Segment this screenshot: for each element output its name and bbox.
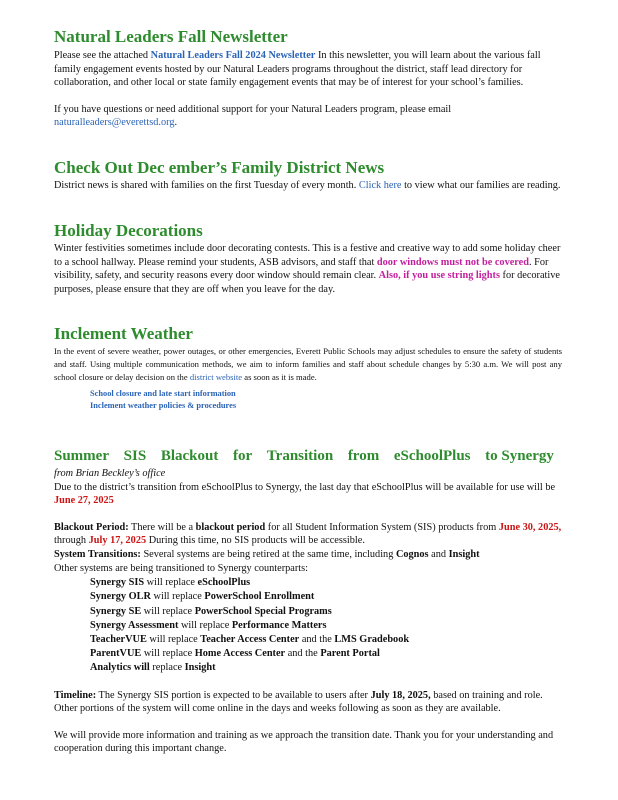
section-title: Natural Leaders Fall Newsletter bbox=[54, 27, 288, 46]
text: will replace bbox=[146, 577, 195, 589]
text-bold: Synergy SE bbox=[90, 605, 142, 617]
text: will replace bbox=[180, 619, 230, 631]
section-paragraph bbox=[54, 345, 562, 384]
transitions-label: System Transitions: bbox=[54, 548, 141, 560]
list-item bbox=[54, 633, 562, 647]
title-word: for bbox=[232, 448, 253, 464]
section-paragraph bbox=[54, 103, 562, 130]
text: and the bbox=[287, 648, 318, 660]
last-day-date: June 27, 2025 bbox=[54, 495, 114, 507]
text: Please see the attached bbox=[54, 50, 149, 61]
district-website-link[interactable]: district website bbox=[189, 372, 243, 382]
blackout-label: Blackout Period: bbox=[54, 521, 129, 533]
section-inclement-weather bbox=[54, 324, 562, 412]
transitions-paragraph bbox=[54, 548, 562, 575]
text-bold: TeacherVUE bbox=[90, 633, 147, 645]
text-bold: Performance Matters bbox=[231, 619, 327, 631]
text: will replace bbox=[149, 633, 198, 645]
click-here-link[interactable]: Click here bbox=[358, 180, 402, 191]
text: Due to the district’s transition from eSchoolPlus to Synergy, the last day that eSchoolPlus will be available for use will be bbox=[54, 481, 556, 493]
text: based on training and role. Other portions of the system will come online in the days and weeks following as soon as they are available. bbox=[54, 689, 543, 715]
text: . bbox=[174, 117, 178, 129]
text: through bbox=[54, 535, 87, 547]
weather-links bbox=[54, 388, 562, 412]
text: and the bbox=[301, 633, 332, 645]
text: Winter festivities sometimes include door decorating contests. This is a festive and creative way to add some holiday cheer to a school hallway. Please remind your students, ASB advisors, and staff that bbox=[54, 243, 561, 268]
section-title: Holiday Decorations bbox=[54, 221, 203, 240]
highlight-string-lights: Also, if you use string lights bbox=[378, 270, 500, 282]
timeline-label: Timeline: bbox=[54, 689, 97, 701]
title-word: to Synergy bbox=[485, 448, 554, 464]
section-paragraph bbox=[54, 242, 562, 296]
text: In the event of severe weather, power outages, or other emergencies, Everett Public Schools may adjust schedules to ensure the safety of students and staff. Using multiple communication methods, we aim to inform families and staff about schedule changes by 5:30 a.m. We will post any school closure or delay decision on the bbox=[54, 346, 562, 382]
list-item bbox=[54, 576, 562, 590]
timeline-paragraph bbox=[54, 689, 562, 716]
text-bold: Synergy OLR bbox=[90, 591, 151, 603]
text: for all Student Information System (SIS) products from bbox=[267, 521, 497, 533]
text: and bbox=[431, 548, 447, 560]
text: will replace bbox=[143, 605, 193, 617]
section-holiday-decorations bbox=[54, 221, 562, 296]
text-bold: PowerSchool Enrollment bbox=[204, 591, 315, 603]
section-natural-leaders bbox=[54, 27, 562, 130]
list-item bbox=[54, 605, 562, 619]
text-bold: Home Access Center bbox=[194, 648, 286, 660]
closing-paragraph: We will provide more information and training as we approach the transition date. Thank you for your understanding and cooperation during this important change. bbox=[54, 729, 554, 755]
text: replace bbox=[152, 662, 183, 674]
section-paragraph bbox=[54, 179, 562, 193]
title-word: SIS bbox=[123, 448, 147, 464]
text-bold: Analytics will bbox=[90, 662, 150, 674]
blackout-paragraph bbox=[54, 521, 562, 548]
text-bold: LMS Gradebook bbox=[334, 633, 410, 645]
text: to view what our families are reading. bbox=[404, 180, 561, 191]
blackout-start-date: June 30, 2025, bbox=[498, 521, 562, 533]
byline: from Brian Beckley’s office bbox=[54, 468, 166, 479]
school-closure-link[interactable]: School closure and late start information bbox=[90, 389, 236, 398]
section-title bbox=[54, 448, 554, 465]
text: The Synergy SIS portion is expected to be available to users after bbox=[98, 689, 368, 701]
text: will replace bbox=[153, 591, 202, 603]
text-bold: Insight bbox=[184, 662, 216, 674]
highlight-door-windows: door windows must not be covered bbox=[376, 256, 529, 268]
text: . For visibility, safety, and security reasons every door window should remain clear. bbox=[54, 256, 549, 282]
title-word: from bbox=[347, 448, 380, 464]
section-sis-blackout bbox=[54, 448, 562, 756]
section-paragraph bbox=[54, 49, 562, 90]
text: will replace bbox=[143, 648, 193, 660]
text-bold: Parent Portal bbox=[320, 648, 380, 660]
system-list bbox=[54, 576, 562, 675]
blackout-end-date: July 17, 2025 bbox=[88, 535, 147, 547]
text-bold: Synergy Assessment bbox=[90, 619, 179, 631]
text: Other systems are being transitioned to Synergy counterparts: bbox=[54, 562, 309, 574]
section-district-news bbox=[54, 158, 562, 193]
text-bold: Synergy SIS bbox=[90, 577, 145, 589]
text: If you have questions or need additional support for your Natural Leaders program, please email bbox=[54, 103, 452, 115]
text-bold: PowerSchool Special Programs bbox=[194, 605, 332, 617]
text: District news is shared with families on the first Tuesday of every month. bbox=[54, 180, 357, 191]
newsletter-link[interactable]: Natural Leaders Fall 2024 Newsletter bbox=[150, 50, 316, 61]
text: Several systems are being retired at the same time, including bbox=[143, 548, 394, 560]
title-word: eSchoolPlus bbox=[393, 448, 471, 464]
text: During this time, no SIS products will be accessible. bbox=[148, 535, 365, 547]
title-word: Blackout bbox=[160, 448, 219, 464]
text: In this newsletter, you will learn about the various fall family engagement events hosted by our Natural Leaders programs throughout the district, staff lead directory for collaboration, and other local or state family engagement events that may be of interest for your school’s families. bbox=[54, 50, 541, 89]
list-item bbox=[54, 590, 562, 604]
text: for decorative purposes, please ensure that they are off when you leave for the day. bbox=[54, 270, 560, 295]
text-bold: eSchoolPlus bbox=[197, 577, 251, 589]
text-bold: blackout period bbox=[195, 521, 266, 533]
text-bold: ParentVUE bbox=[90, 648, 142, 660]
list-item bbox=[54, 647, 562, 661]
text-bold: July 18, 2025, bbox=[370, 689, 431, 701]
intro-paragraph bbox=[54, 481, 562, 508]
list-item bbox=[54, 619, 562, 633]
text-bold: Teacher Access Center bbox=[200, 633, 300, 645]
title-word: Transition bbox=[266, 448, 334, 464]
text: There will be a bbox=[131, 521, 194, 533]
text-bold: Insight bbox=[448, 548, 480, 560]
text: as soon as it is made. bbox=[244, 372, 317, 382]
weather-policies-link[interactable]: Inclement weather policies & procedures bbox=[90, 401, 237, 410]
email-link[interactable]: naturalleaders@everettsd.org bbox=[54, 117, 175, 129]
section-title: Check Out Dec ember’s Family District News bbox=[54, 158, 385, 177]
section-title: Inclement Weather bbox=[54, 324, 193, 343]
list-item bbox=[54, 661, 562, 675]
title-word: Summer bbox=[54, 448, 109, 464]
text-bold: Cognos bbox=[395, 548, 429, 560]
